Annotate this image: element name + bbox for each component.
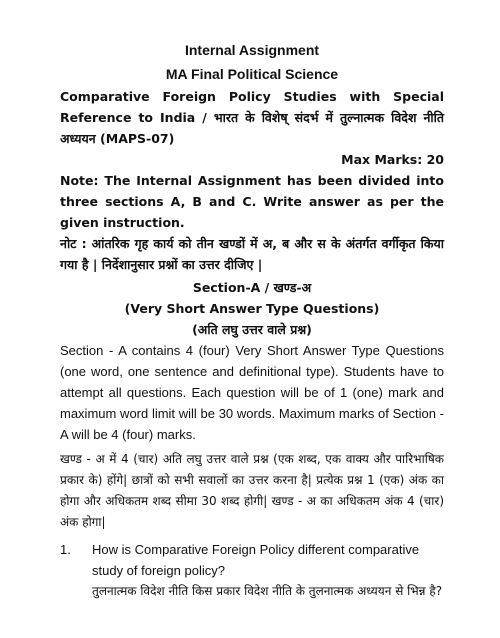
question-list	[60, 539, 444, 602]
question-text-hindi: तुलनात्मक विदेश नीति किस प्रकार विदेश नीति के तुलनात्मक अध्ययन से भिन्न है?	[92, 584, 443, 598]
question-number: 1.	[60, 542, 71, 557]
course-title: Comparative Foreign Policy Studies with Special Reference to India / भारत के विशेष् संदर्भ में तुल्नात्मक विदेश नीति अध्ययन (MAPS-07)	[60, 89, 444, 146]
section-a-instructions-english: Section - A contains 4 (four) Very Short Answer Type Questions (one word, one sentence and definitional type). Students have to attempt all questions. Each question will be of 1 (one) mark and maximum word limit will be 30 words. Maximum marks of Section - A will be 4 (four) marks.	[60, 343, 444, 442]
section-a-instructions-hindi: खण्ड - अ में 4 (चार) अति लघु उत्तर वाले प्रश्न (एक शब्द, एक वाक्य और पारिभाषिक प्रकार के) होंगे| छात्रों को सभी सवालों का उत्तर करना है| प्रत्येक प्रश्न 1 (एक) अंक का होगा और अधिकतम शब्द सीमा 30 शब्द होगी| खण्ड - अ का अधिकतम अंक 4 (चार) अंक होगा|	[60, 452, 444, 529]
section-a-subheading-hindi: (अति लघु उत्तर वाले प्रश्न)	[192, 322, 312, 337]
note-hindi: नोट : आंतरिक गृह कार्य को तीन खण्डों में अ, ब और स के अंतर्गत वर्गीकृत किया गया है | निर्देशानुसार प्रश्नों का उत्तर दीजिए |	[60, 236, 444, 272]
assignment-title: Internal Assignment	[184, 42, 320, 58]
program-title: MA Final Political Science	[165, 66, 339, 82]
section-a-subheading: (Very Short Answer Type Questions)	[124, 301, 380, 316]
max-marks: Max Marks: 20	[341, 152, 444, 167]
question-text-english: How is Comparative Foreign Policy different comparative study of foreign policy?	[92, 542, 420, 578]
question-body	[92, 539, 444, 602]
note-english: Note: The Internal Assignment has been divided into three sections A, B and C. Write answer as per the given instruction.	[60, 173, 444, 230]
question-item	[60, 539, 444, 602]
section-a-heading: Section-A / खण्ड-अ	[192, 280, 312, 295]
